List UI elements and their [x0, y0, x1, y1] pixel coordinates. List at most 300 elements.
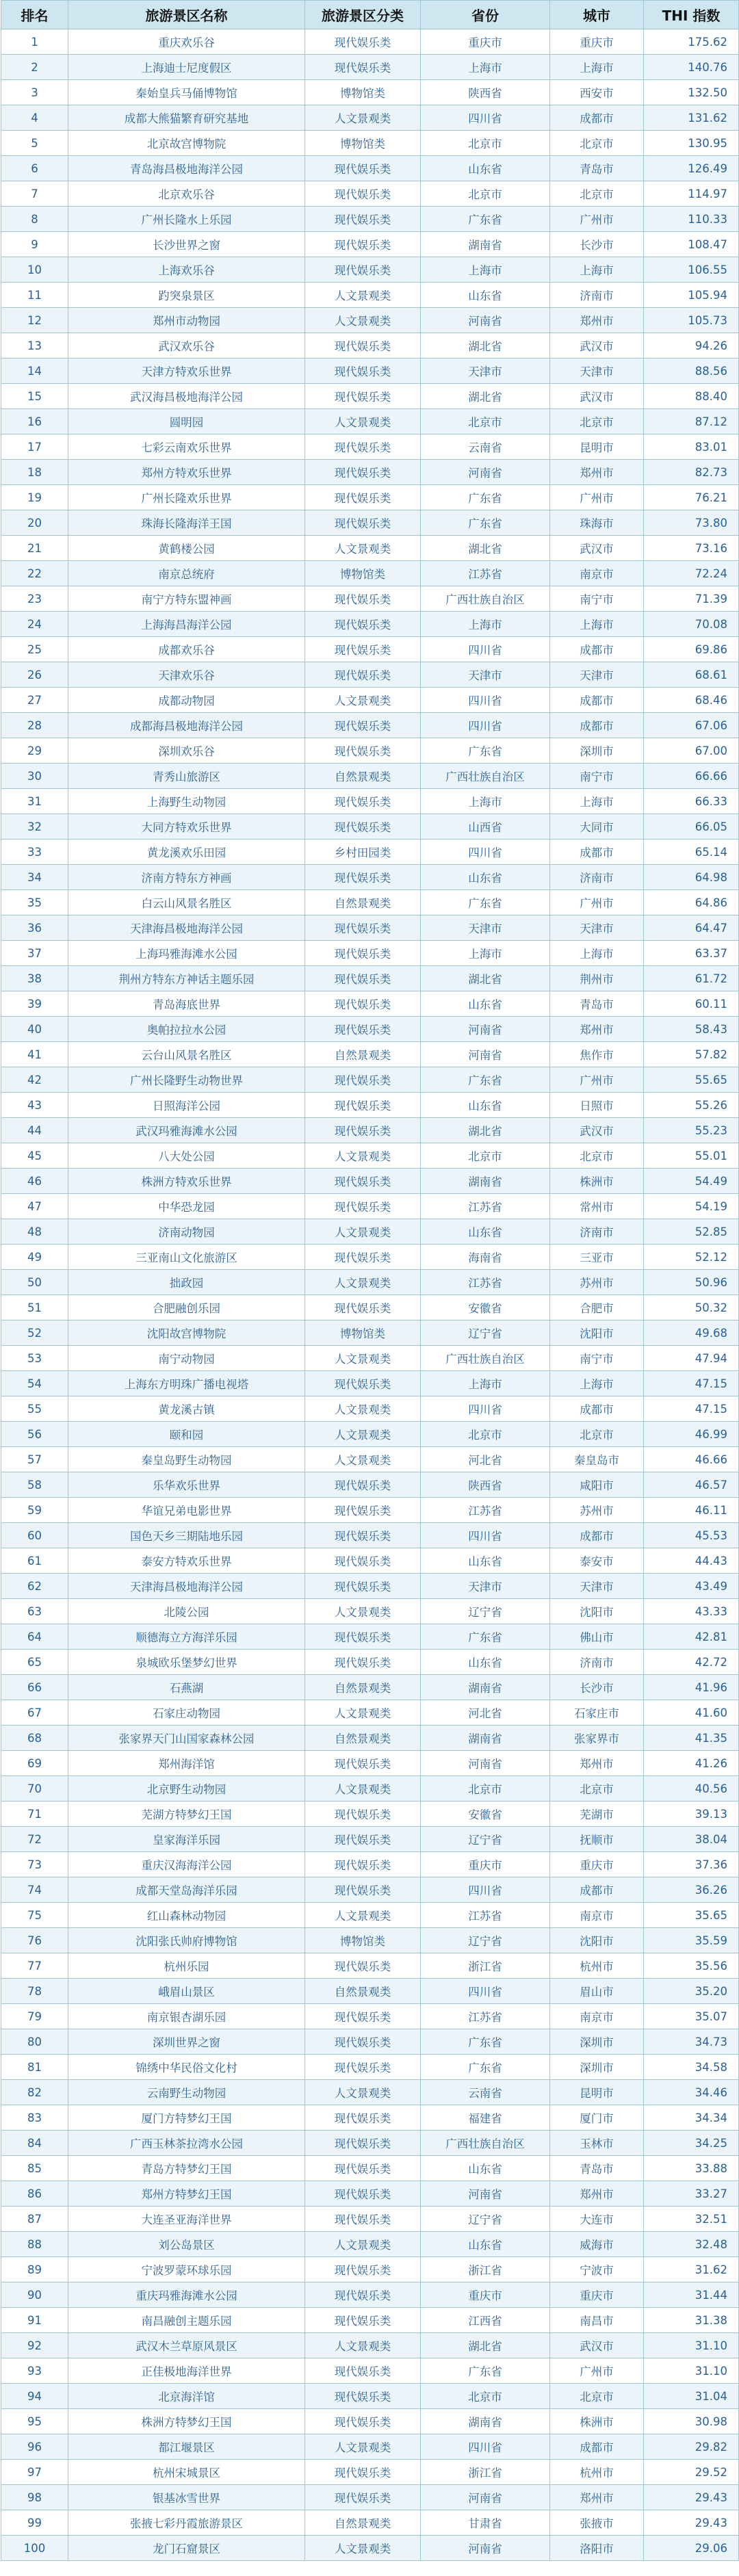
category-cell: 现代娱乐类	[305, 2308, 421, 2333]
city-cell: 武汉市	[550, 333, 644, 359]
name-cell: 北京野生动物园	[68, 1776, 305, 1801]
table-row	[1, 2207, 739, 2232]
thi-cell: 67.00	[644, 738, 739, 764]
header-city[interactable]: 城市	[550, 1, 644, 29]
table-row	[1, 2434, 739, 2460]
city-cell: 株洲市	[550, 2409, 644, 2434]
province-cell: 上海市	[421, 55, 550, 80]
city-cell: 成都市	[550, 105, 644, 131]
city-cell: 芜湖市	[550, 1801, 644, 1827]
table-row	[1, 637, 739, 662]
rank-cell: 92	[1, 2333, 68, 2358]
thi-cell: 52.12	[644, 1245, 739, 1270]
table-row	[1, 1118, 739, 1143]
table-row	[1, 1472, 739, 1498]
thi-cell: 39.13	[644, 1801, 739, 1827]
rank-cell: 62	[1, 1574, 68, 1599]
city-cell: 张掖市	[550, 2510, 644, 2536]
province-cell: 天津市	[421, 359, 550, 384]
category-cell: 现代娱乐类	[305, 1953, 421, 1979]
city-cell: 天津市	[550, 359, 644, 384]
category-cell: 现代娱乐类	[305, 2207, 421, 2232]
name-cell: 张掖七彩丹霞旅游景区	[68, 2510, 305, 2536]
city-cell: 秦皇岛市	[550, 1447, 644, 1472]
province-cell: 北京市	[421, 181, 550, 207]
category-cell: 现代娱乐类	[305, 1371, 421, 1396]
thi-cell: 64.47	[644, 915, 739, 941]
city-cell: 北京市	[550, 1776, 644, 1801]
table-row	[1, 1042, 739, 1067]
thi-cell: 60.11	[644, 991, 739, 1017]
name-cell: 秦皇岛野生动物园	[68, 1447, 305, 1472]
table-row	[1, 1827, 739, 1852]
city-cell: 济南市	[550, 283, 644, 308]
thi-cell: 126.49	[644, 156, 739, 181]
thi-cell: 105.73	[644, 308, 739, 333]
table-row	[1, 890, 739, 915]
table-row	[1, 1700, 739, 1726]
name-cell: 拙政园	[68, 1270, 305, 1295]
table-row	[1, 1422, 739, 1447]
table-row	[1, 2257, 739, 2282]
city-cell: 长沙市	[550, 1675, 644, 1700]
header-rank[interactable]: 排名	[1, 1, 68, 29]
rank-cell: 36	[1, 915, 68, 941]
table-row	[1, 2409, 739, 2434]
category-cell: 现代娱乐类	[305, 55, 421, 80]
rank-cell: 39	[1, 991, 68, 1017]
province-cell: 广西壮族自治区	[421, 2131, 550, 2156]
category-cell: 现代娱乐类	[305, 2485, 421, 2510]
province-cell: 北京市	[421, 409, 550, 434]
category-cell: 现代娱乐类	[305, 637, 421, 662]
category-cell: 现代娱乐类	[305, 1751, 421, 1776]
header-scenic-area-name[interactable]: 旅游景区名称	[68, 1, 305, 29]
table-row	[1, 2029, 739, 2055]
table-row	[1, 156, 739, 181]
city-cell: 南昌市	[550, 2308, 644, 2333]
city-cell: 荆州市	[550, 966, 644, 991]
name-cell: 都江堰景区	[68, 2434, 305, 2460]
category-cell: 现代娱乐类	[305, 2257, 421, 2282]
province-cell: 辽宁省	[421, 1599, 550, 1624]
thi-cell: 114.97	[644, 181, 739, 207]
province-cell: 广东省	[421, 510, 550, 536]
province-cell: 江苏省	[421, 1903, 550, 1928]
rank-cell: 56	[1, 1422, 68, 1447]
province-cell: 山东省	[421, 2156, 550, 2181]
rank-cell: 26	[1, 662, 68, 688]
city-cell: 郑州市	[550, 2485, 644, 2510]
category-cell: 现代娱乐类	[305, 865, 421, 890]
rank-cell: 64	[1, 1624, 68, 1650]
name-cell: 上海海昌海洋公园	[68, 612, 305, 637]
rank-cell: 19	[1, 485, 68, 510]
city-cell: 南宁市	[550, 764, 644, 789]
city-cell: 上海市	[550, 257, 644, 283]
rank-cell: 29	[1, 738, 68, 764]
city-cell: 广州市	[550, 1067, 644, 1093]
city-cell: 成都市	[550, 1523, 644, 1548]
province-cell: 湖北省	[421, 1118, 550, 1143]
category-cell: 现代娱乐类	[305, 207, 421, 232]
name-cell: 重庆欢乐谷	[68, 29, 305, 55]
rank-cell: 33	[1, 840, 68, 865]
province-cell: 浙江省	[421, 1953, 550, 1979]
table-row	[1, 1169, 739, 1194]
name-cell: 黄鹤楼公园	[68, 536, 305, 561]
province-cell: 河南省	[421, 1017, 550, 1042]
table-row	[1, 1320, 739, 1346]
city-cell: 广州市	[550, 207, 644, 232]
category-cell: 人文景观类	[305, 1219, 421, 1245]
table-row	[1, 738, 739, 764]
thi-cell: 83.01	[644, 434, 739, 460]
category-cell: 现代娱乐类	[305, 1574, 421, 1599]
rank-cell: 4	[1, 105, 68, 131]
name-cell: 北陵公园	[68, 1599, 305, 1624]
thi-cell: 41.60	[644, 1700, 739, 1726]
name-cell: 重庆汉海海洋公园	[68, 1852, 305, 1877]
rank-cell: 38	[1, 966, 68, 991]
rank-cell: 37	[1, 941, 68, 966]
table-row	[1, 434, 739, 460]
province-cell: 北京市	[421, 2384, 550, 2409]
city-cell: 青岛市	[550, 991, 644, 1017]
province-cell: 上海市	[421, 941, 550, 966]
rank-cell: 61	[1, 1548, 68, 1574]
city-cell: 重庆市	[550, 29, 644, 55]
rank-cell: 59	[1, 1498, 68, 1523]
table-row	[1, 2536, 739, 2561]
city-cell: 深圳市	[550, 738, 644, 764]
rank-cell: 87	[1, 2207, 68, 2232]
city-cell: 北京市	[550, 181, 644, 207]
category-cell: 现代娱乐类	[305, 966, 421, 991]
city-cell: 上海市	[550, 941, 644, 966]
city-cell: 天津市	[550, 662, 644, 688]
city-cell: 南京市	[550, 2004, 644, 2029]
name-cell: 中华恐龙园	[68, 1194, 305, 1219]
rank-cell: 43	[1, 1093, 68, 1118]
name-cell: 华谊兄弟电影世界	[68, 1498, 305, 1523]
city-cell: 广州市	[550, 890, 644, 915]
thi-cell: 52.85	[644, 1219, 739, 1245]
thi-cell: 31.44	[644, 2282, 739, 2308]
table-row	[1, 2460, 739, 2485]
province-cell: 山东省	[421, 1219, 550, 1245]
category-cell: 自然景观类	[305, 1979, 421, 2004]
rank-cell: 76	[1, 1928, 68, 1953]
table-row	[1, 1067, 739, 1093]
header-province[interactable]: 省份	[421, 1, 550, 29]
name-cell: 合肥融创乐园	[68, 1295, 305, 1320]
table-row	[1, 662, 739, 688]
table-row	[1, 1650, 739, 1675]
thi-cell: 66.66	[644, 764, 739, 789]
category-cell: 人文景观类	[305, 2232, 421, 2257]
category-cell: 自然景观类	[305, 1042, 421, 1067]
province-cell: 北京市	[421, 1776, 550, 1801]
province-cell: 四川省	[421, 105, 550, 131]
thi-cell: 47.94	[644, 1346, 739, 1371]
province-cell: 河南省	[421, 460, 550, 485]
city-cell: 沈阳市	[550, 1320, 644, 1346]
city-cell: 大同市	[550, 814, 644, 840]
category-cell: 现代娱乐类	[305, 1118, 421, 1143]
thi-cell: 54.19	[644, 1194, 739, 1219]
table-row	[1, 1624, 739, 1650]
header-thi-index[interactable]: THI 指数	[644, 1, 739, 29]
thi-cell: 106.55	[644, 257, 739, 283]
category-cell: 现代娱乐类	[305, 2055, 421, 2080]
city-cell: 抚顺市	[550, 1827, 644, 1852]
table-row	[1, 283, 739, 308]
city-cell: 南宁市	[550, 586, 644, 612]
table-row	[1, 333, 739, 359]
province-cell: 四川省	[421, 1396, 550, 1422]
table-row	[1, 1396, 739, 1422]
table-row	[1, 1548, 739, 1574]
name-cell: 珠海长隆海洋王国	[68, 510, 305, 536]
category-cell: 博物馆类	[305, 561, 421, 586]
table-row	[1, 814, 739, 840]
name-cell: 南宁方特东盟神画	[68, 586, 305, 612]
name-cell: 张家界天门山国家森林公园	[68, 1726, 305, 1751]
rank-cell: 97	[1, 2460, 68, 2485]
category-cell: 现代娱乐类	[305, 586, 421, 612]
city-cell: 泰安市	[550, 1548, 644, 1574]
category-cell: 自然景观类	[305, 2510, 421, 2536]
province-cell: 北京市	[421, 1143, 550, 1169]
thi-cell: 64.98	[644, 865, 739, 890]
name-cell: 武汉海昌极地海洋公园	[68, 384, 305, 409]
name-cell: 广州长隆野生动物世界	[68, 1067, 305, 1093]
thi-cell: 29.82	[644, 2434, 739, 2460]
rank-cell: 46	[1, 1169, 68, 1194]
category-cell: 人文景观类	[305, 1776, 421, 1801]
province-cell: 安徽省	[421, 1295, 550, 1320]
thi-cell: 31.10	[644, 2333, 739, 2358]
thi-cell: 105.94	[644, 283, 739, 308]
name-cell: 奥帕拉拉水公园	[68, 1017, 305, 1042]
category-cell: 现代娱乐类	[305, 1523, 421, 1548]
province-cell: 山东省	[421, 1548, 550, 1574]
thi-ranking-table	[1, 0, 739, 2561]
province-cell: 甘肃省	[421, 2510, 550, 2536]
rank-cell: 50	[1, 1270, 68, 1295]
thi-cell: 57.82	[644, 1042, 739, 1067]
rank-cell: 18	[1, 460, 68, 485]
rank-cell: 9	[1, 232, 68, 257]
city-cell: 南京市	[550, 561, 644, 586]
rank-cell: 58	[1, 1472, 68, 1498]
province-cell: 湖北省	[421, 333, 550, 359]
table-row	[1, 2105, 739, 2131]
province-cell: 山西省	[421, 814, 550, 840]
table-body	[1, 29, 739, 2561]
province-cell: 江苏省	[421, 1194, 550, 1219]
rank-cell: 13	[1, 333, 68, 359]
city-cell: 常州市	[550, 1194, 644, 1219]
province-cell: 湖南省	[421, 1169, 550, 1194]
thi-cell: 47.15	[644, 1371, 739, 1396]
thi-cell: 43.33	[644, 1599, 739, 1624]
table-row	[1, 612, 739, 637]
province-cell: 湖南省	[421, 232, 550, 257]
name-cell: 顺德海立方海洋乐园	[68, 1624, 305, 1650]
city-cell: 济南市	[550, 1219, 644, 1245]
rank-cell: 73	[1, 1852, 68, 1877]
name-cell: 深圳世界之窗	[68, 2029, 305, 2055]
province-cell: 湖北省	[421, 536, 550, 561]
name-cell: 株洲方特梦幻王国	[68, 2409, 305, 2434]
category-cell: 人文景观类	[305, 283, 421, 308]
name-cell: 株洲方特欢乐世界	[68, 1169, 305, 1194]
city-cell: 沈阳市	[550, 1599, 644, 1624]
name-cell: 上海迪士尼度假区	[68, 55, 305, 80]
province-cell: 广东省	[421, 2358, 550, 2384]
province-cell: 江苏省	[421, 1498, 550, 1523]
province-cell: 辽宁省	[421, 1320, 550, 1346]
name-cell: 济南动物园	[68, 1219, 305, 1245]
rank-cell: 47	[1, 1194, 68, 1219]
thi-cell: 69.86	[644, 637, 739, 662]
table-row	[1, 1017, 739, 1042]
table-row	[1, 409, 739, 434]
name-cell: 天津方特欢乐世界	[68, 359, 305, 384]
rank-cell: 67	[1, 1700, 68, 1726]
thi-cell: 37.36	[644, 1852, 739, 1877]
name-cell: 天津海昌极地海洋公园	[68, 1574, 305, 1599]
category-cell: 人文景观类	[305, 1599, 421, 1624]
name-cell: 天津海昌极地海洋公园	[68, 915, 305, 941]
table-row	[1, 308, 739, 333]
name-cell: 青岛海底世界	[68, 991, 305, 1017]
rank-cell: 52	[1, 1320, 68, 1346]
city-cell: 广州市	[550, 2358, 644, 2384]
rank-cell: 31	[1, 789, 68, 814]
category-cell: 博物馆类	[305, 1928, 421, 1953]
name-cell: 七彩云南欢乐世界	[68, 434, 305, 460]
thi-cell: 41.96	[644, 1675, 739, 1700]
category-cell: 现代娱乐类	[305, 384, 421, 409]
province-cell: 河南省	[421, 2485, 550, 2510]
category-cell: 现代娱乐类	[305, 1472, 421, 1498]
city-cell: 重庆市	[550, 2282, 644, 2308]
city-cell: 武汉市	[550, 2333, 644, 2358]
province-cell: 上海市	[421, 257, 550, 283]
thi-cell: 71.39	[644, 586, 739, 612]
name-cell: 北京欢乐谷	[68, 181, 305, 207]
thi-cell: 50.96	[644, 1270, 739, 1295]
province-cell: 四川省	[421, 1979, 550, 2004]
category-cell: 人文景观类	[305, 2080, 421, 2105]
category-cell: 人文景观类	[305, 308, 421, 333]
category-cell: 现代娱乐类	[305, 434, 421, 460]
province-cell: 陕西省	[421, 80, 550, 105]
category-cell: 现代娱乐类	[305, 485, 421, 510]
name-cell: 重庆玛雅海滩水公园	[68, 2282, 305, 2308]
name-cell: 青秀山旅游区	[68, 764, 305, 789]
table-row	[1, 1801, 739, 1827]
province-cell: 四川省	[421, 2434, 550, 2460]
name-cell: 成都欢乐谷	[68, 637, 305, 662]
table-row	[1, 865, 739, 890]
thi-cell: 33.27	[644, 2181, 739, 2207]
thi-cell: 55.01	[644, 1143, 739, 1169]
thi-cell: 66.05	[644, 814, 739, 840]
category-cell: 现代娱乐类	[305, 814, 421, 840]
name-cell: 深圳欢乐谷	[68, 738, 305, 764]
table-row	[1, 232, 739, 257]
table-row	[1, 1953, 739, 1979]
thi-cell: 43.49	[644, 1574, 739, 1599]
rank-cell: 51	[1, 1295, 68, 1320]
province-cell: 山东省	[421, 991, 550, 1017]
province-cell: 广东省	[421, 1067, 550, 1093]
city-cell: 深圳市	[550, 2029, 644, 2055]
province-cell: 天津市	[421, 662, 550, 688]
category-cell: 现代娱乐类	[305, 2131, 421, 2156]
table-row	[1, 840, 739, 865]
city-cell: 昆明市	[550, 434, 644, 460]
province-cell: 广东省	[421, 738, 550, 764]
province-cell: 天津市	[421, 915, 550, 941]
name-cell: 石家庄动物园	[68, 1700, 305, 1726]
category-cell: 现代娱乐类	[305, 941, 421, 966]
thi-cell: 73.16	[644, 536, 739, 561]
province-cell: 福建省	[421, 2105, 550, 2131]
category-cell: 自然景观类	[305, 1675, 421, 1700]
city-cell: 杭州市	[550, 2460, 644, 2485]
province-cell: 陕西省	[421, 1472, 550, 1498]
thi-cell: 35.56	[644, 1953, 739, 1979]
name-cell: 南宁动物园	[68, 1346, 305, 1371]
table-row	[1, 1726, 739, 1751]
name-cell: 青岛海昌极地海洋公园	[68, 156, 305, 181]
city-cell: 郑州市	[550, 308, 644, 333]
province-cell: 四川省	[421, 637, 550, 662]
header-category[interactable]: 旅游景区分类	[305, 1, 421, 29]
name-cell: 黄龙溪欢乐田园	[68, 840, 305, 865]
rank-cell: 65	[1, 1650, 68, 1675]
table-row	[1, 1194, 739, 1219]
name-cell: 国色天乡三期陆地乐园	[68, 1523, 305, 1548]
rank-cell: 54	[1, 1371, 68, 1396]
thi-cell: 87.12	[644, 409, 739, 434]
province-cell: 山东省	[421, 2232, 550, 2257]
city-cell: 上海市	[550, 1371, 644, 1396]
city-cell: 北京市	[550, 1422, 644, 1447]
rank-cell: 96	[1, 2434, 68, 2460]
name-cell: 广州长隆欢乐世界	[68, 485, 305, 510]
thi-cell: 67.06	[644, 713, 739, 738]
table-row	[1, 207, 739, 232]
table-row	[1, 941, 739, 966]
category-cell: 现代娱乐类	[305, 1245, 421, 1270]
rank-cell: 66	[1, 1675, 68, 1700]
table-row	[1, 485, 739, 510]
category-cell: 现代娱乐类	[305, 232, 421, 257]
thi-cell: 42.72	[644, 1650, 739, 1675]
rank-cell: 72	[1, 1827, 68, 1852]
category-cell: 自然景观类	[305, 764, 421, 789]
city-cell: 佛山市	[550, 1624, 644, 1650]
rank-cell: 63	[1, 1599, 68, 1624]
table-row	[1, 991, 739, 1017]
category-cell: 现代娱乐类	[305, 612, 421, 637]
